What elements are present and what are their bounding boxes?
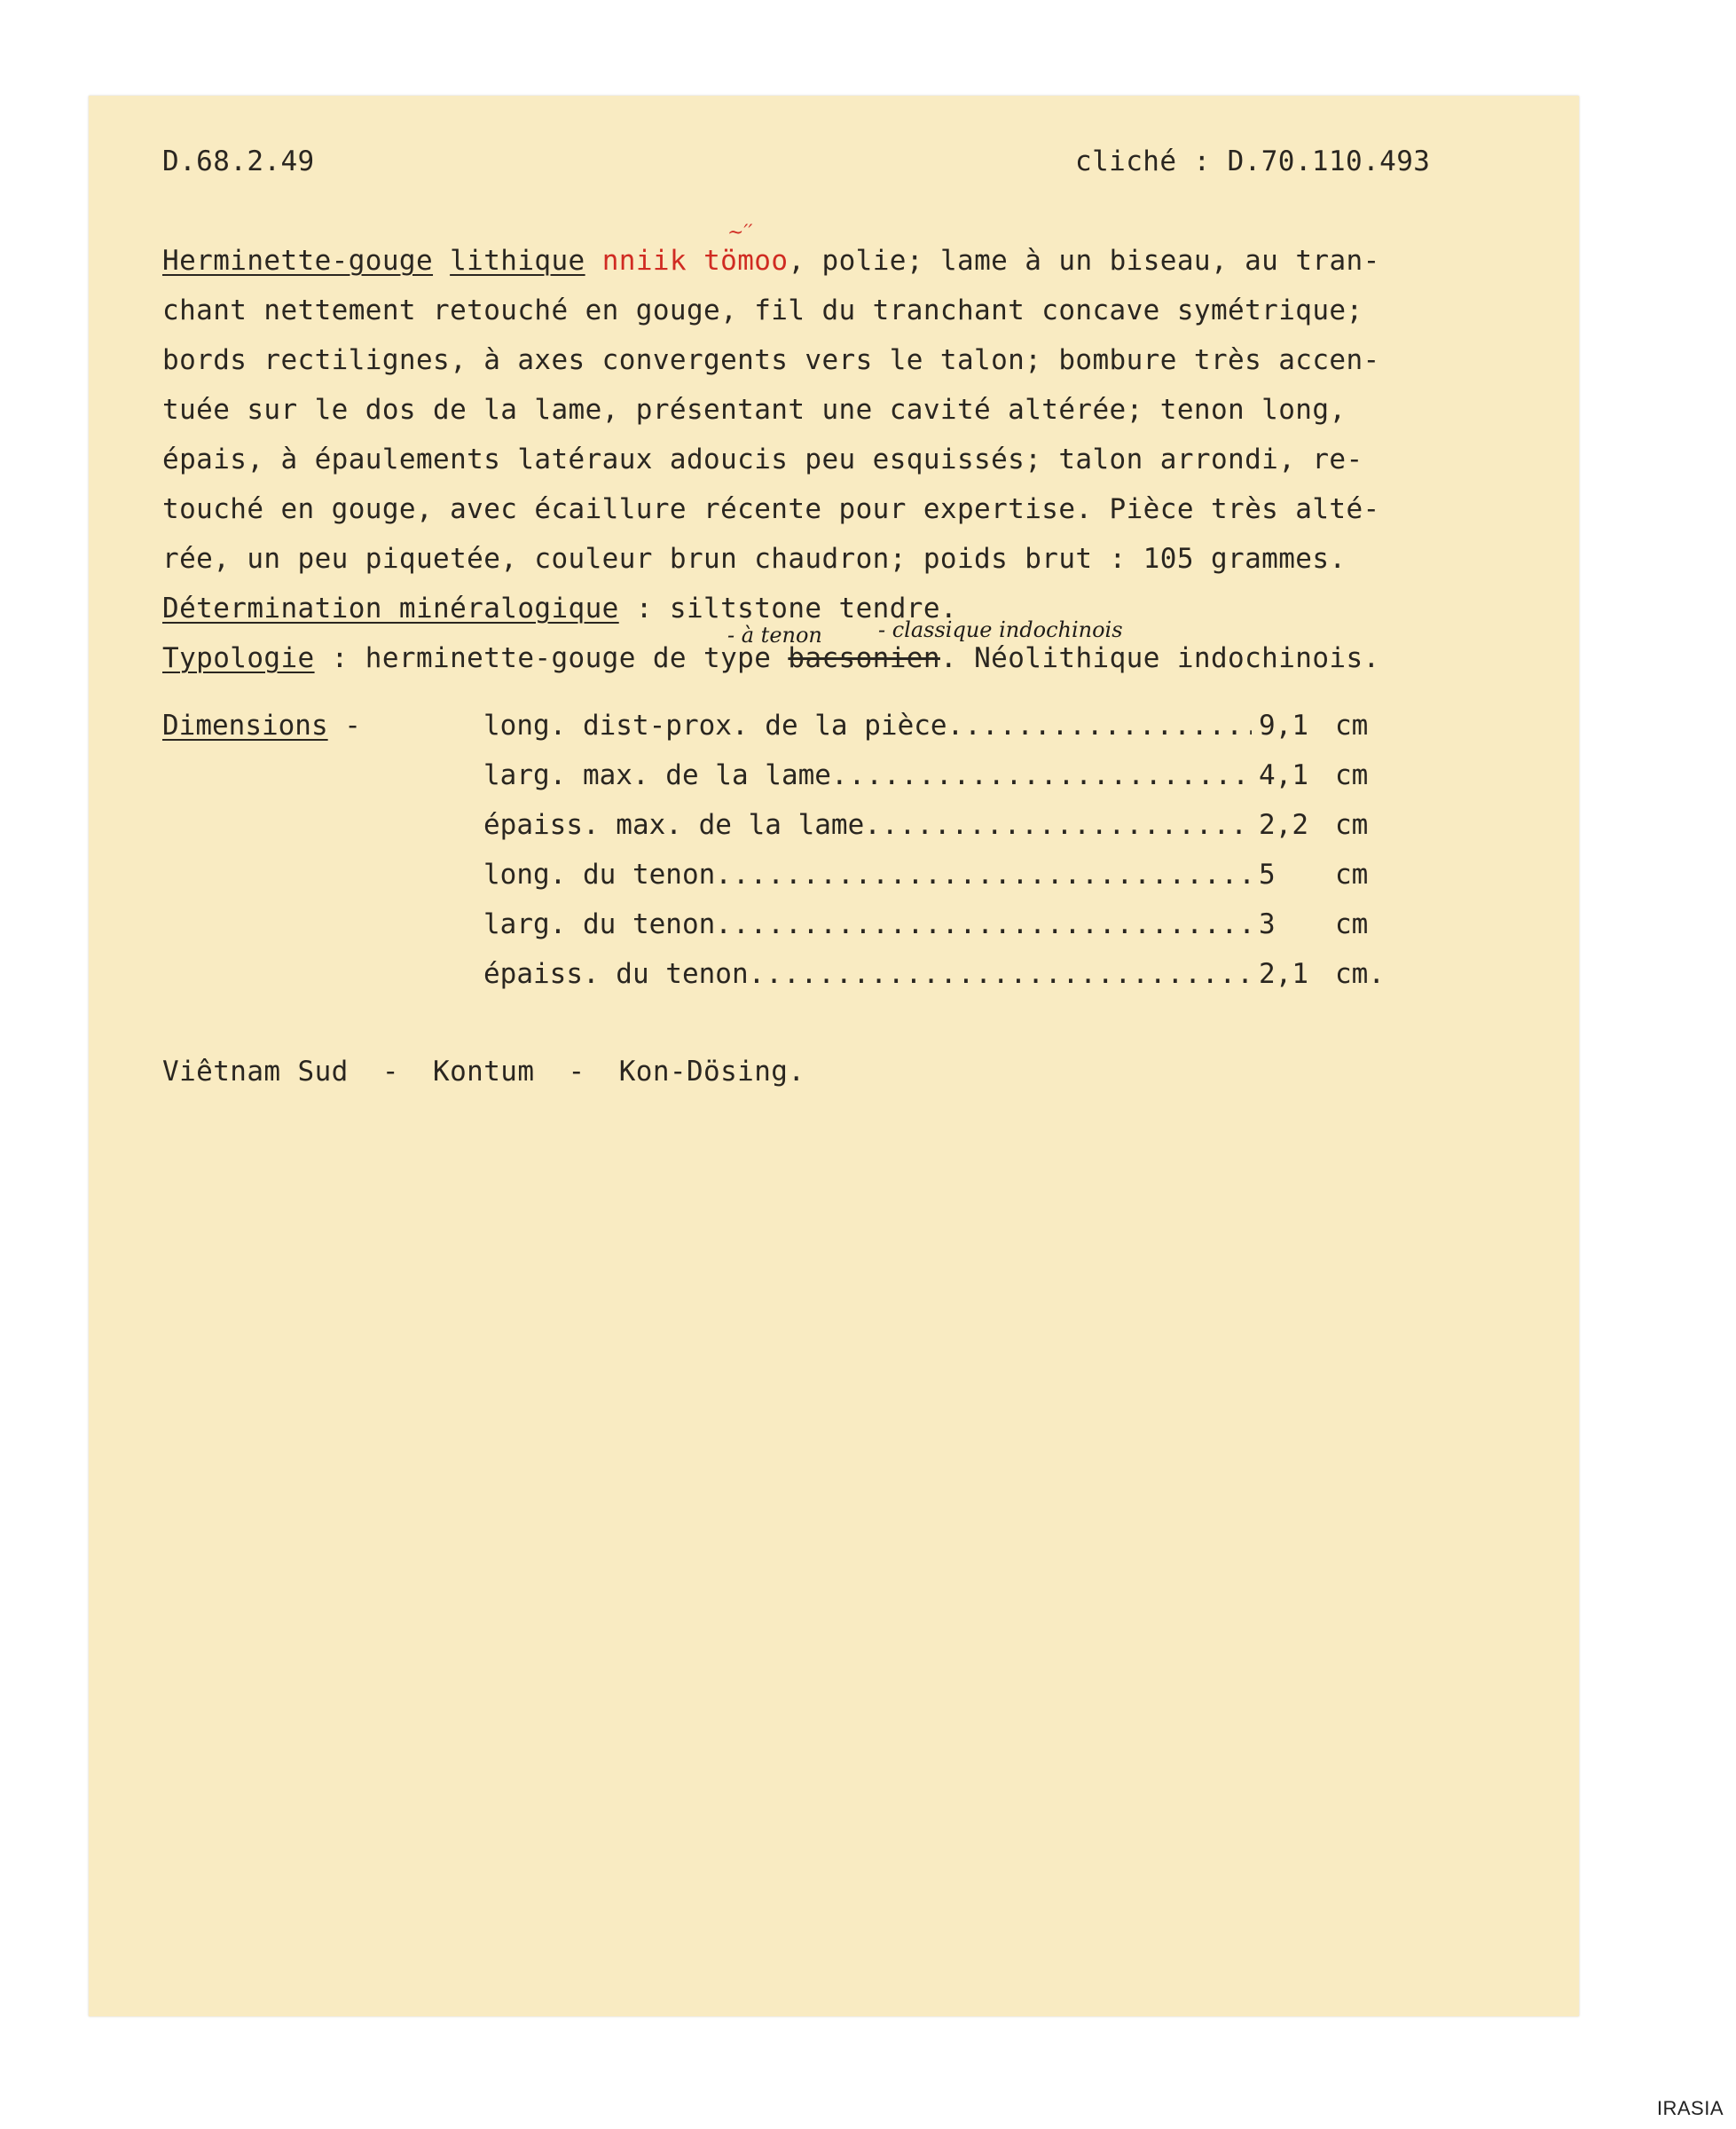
dimension-label: long. du tenon [483, 859, 716, 891]
object-term-2: lithique [450, 245, 585, 277]
dot-leader [715, 857, 1252, 892]
mineralogy-label: Détermination minéralogique [162, 593, 619, 625]
dimensions-heading [162, 708, 378, 743]
dimension-unit: cm [1335, 908, 1369, 940]
dimension-unit: cm [1335, 809, 1369, 841]
typology-text-before: : herminette-gouge de type [314, 642, 789, 674]
description-line-2: chant nettement retouché en gouge, fil du tranchant concave symétrique; [162, 295, 1363, 326]
dimension-label: épaiss. du tenon [483, 958, 749, 990]
dimension-label: long. dist-prox. de la pièce [483, 710, 947, 742]
description-line-1-rest: , polie; lame à un biseau, au tran- [788, 245, 1380, 277]
dimension-unit: cm [1335, 859, 1369, 891]
dot-leader [749, 956, 1252, 992]
provenance: Viêtnam Sud - Kontum - Kon-Dösing. [162, 1056, 805, 1088]
inventory-number: D.68.2.49 [162, 145, 315, 177]
dot-leader [864, 807, 1252, 843]
handwritten-insert-tenon: - à tenon [727, 623, 822, 648]
description-line-3: bords rectilignes, à axes convergents vers le talon; bombure très accen- [162, 344, 1380, 376]
dimension-value: 9,1 [1259, 710, 1308, 742]
dimension-row [483, 807, 1415, 843]
source-credit: IRASIA [1656, 2097, 1724, 2119]
dimension-unit: cm. [1335, 958, 1385, 990]
dimension-value: 2,1 [1259, 958, 1308, 990]
dimension-label: larg. max. de la lame [483, 759, 831, 791]
dot-leader [715, 907, 1252, 942]
dimension-label: épaiss. max. de la lame [483, 809, 865, 841]
vernacular-name: nniik tömoo [601, 245, 789, 277]
dimension-value: 4,1 [1259, 759, 1308, 791]
description-line-6: touché en gouge, avec écaillure récente pour expertise. Pièce très alté- [162, 493, 1380, 525]
mineralogy-line [162, 591, 957, 626]
typology-text-after: . Néolithique indochinois. [939, 642, 1380, 674]
description-line-7: rée, un peu piquetée, couleur brun chaudron; poids brut : 105 grammes. [162, 543, 1347, 575]
cliche-reference: cliché : D.70.110.493 [1075, 145, 1431, 177]
dimension-row [483, 758, 1415, 793]
dimension-value: 5 [1259, 859, 1276, 891]
dimensions-dash: - [327, 710, 378, 742]
dimension-value: 2,2 [1259, 809, 1308, 841]
dimensions-label: Dimensions [162, 710, 328, 742]
description-line-4: tuée sur le dos de la lame, présentant une cavité altérée; tenon long, [162, 394, 1347, 426]
dimension-row [483, 956, 1415, 992]
dimension-row [483, 857, 1415, 892]
description-line-1 [162, 243, 1380, 279]
typology-struck-word: bacsonien [788, 642, 940, 674]
description-line-5: épais, à épaulements latéraux adoucis peu esquissés; talon arrondi, re- [162, 444, 1363, 475]
dimension-unit: cm [1335, 710, 1369, 742]
dimension-label: larg. du tenon [483, 908, 716, 940]
diacritic-marks: ~′′ [727, 222, 753, 244]
dot-leader [831, 758, 1252, 793]
dot-leader [947, 708, 1252, 743]
handwritten-insert-classique: - classique indochinois [878, 617, 1123, 642]
mineralogy-separator: : [618, 593, 670, 625]
dimension-row [483, 708, 1415, 743]
mineralogy-value: siltstone tendre. [669, 593, 958, 625]
dimension-row [483, 907, 1415, 942]
object-term: Herminette-gouge [162, 245, 434, 277]
dimension-value: 3 [1259, 908, 1276, 940]
typology-label: Typologie [162, 642, 315, 674]
dimension-unit: cm [1335, 759, 1369, 791]
